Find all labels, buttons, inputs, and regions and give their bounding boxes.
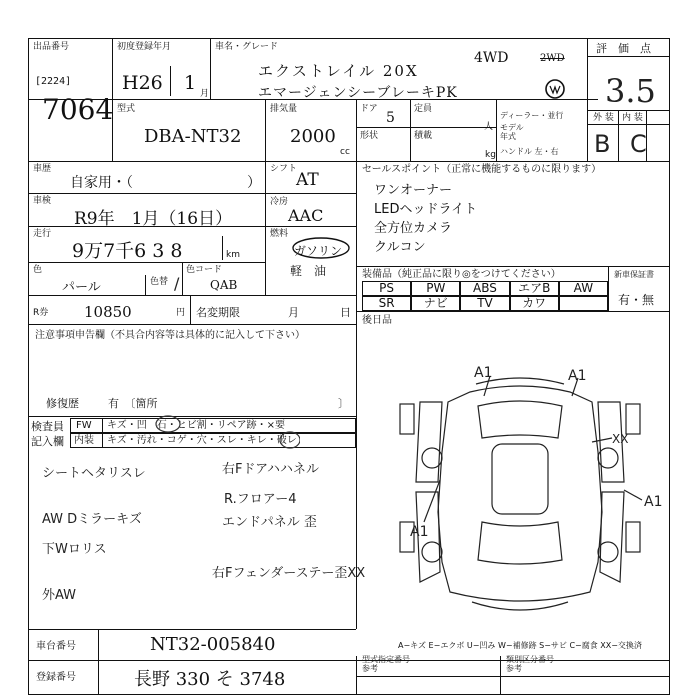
yen-unit: 円 xyxy=(176,308,186,318)
inspection-circle-marks xyxy=(100,410,300,452)
exterior-row-text: キズ・凹 石・ヒビ割・リペア跡・×要 xyxy=(107,420,285,431)
capacity-label: 定員 xyxy=(414,104,433,114)
shape-label: 形状 xyxy=(360,131,379,141)
divider xyxy=(587,56,670,57)
notes-title: 注意事項申告欄（不具合内容等は具体的に記入して下さい） xyxy=(35,330,305,341)
first-registration-label: 初度登録年月 xyxy=(117,42,172,52)
color-label: 色 xyxy=(33,265,43,275)
note-lower: 下Wロリス xyxy=(42,542,107,557)
car-name-line1: エクストレイル 20X xyxy=(258,62,419,80)
diagram-mark-exchanged: XX xyxy=(612,432,629,446)
displacement-label: 排気量 xyxy=(270,104,298,114)
r-ticket-amount: 10850 xyxy=(84,303,132,321)
equipment-item: ナビ xyxy=(411,296,460,311)
name-change-day: 日 xyxy=(340,306,351,319)
divider xyxy=(28,161,670,162)
equipment-item: ABS xyxy=(460,281,509,296)
equipment-item: PS xyxy=(362,281,411,296)
color-code-value: QAB xyxy=(210,278,238,292)
dealer-label: ディーラー・並行 xyxy=(500,111,564,120)
divider xyxy=(190,295,191,324)
diagram-mark-front-right: A1 xyxy=(568,368,587,384)
interior-row-text: キズ・汚れ・コゲ・穴・スレ・キレ・破レ xyxy=(107,435,297,446)
equipment-item: SR xyxy=(362,296,411,311)
divider xyxy=(265,99,266,161)
divider xyxy=(587,124,670,125)
displacement-value: 2000 xyxy=(290,126,336,147)
model-year-label: モデル 年式 xyxy=(500,123,524,141)
diagram-mark-right-side: A1 xyxy=(644,494,663,510)
divider xyxy=(28,193,356,194)
person-unit: 人 xyxy=(484,122,494,132)
fuel-gasoline: ガソリン xyxy=(294,244,343,258)
name-change-label: 名変期限 xyxy=(196,306,240,319)
color-code-label: 色コード xyxy=(186,265,223,275)
km-unit: km xyxy=(226,250,240,260)
drive-type-struck: 2WD xyxy=(540,53,565,64)
exterior-row-label: FW xyxy=(76,420,92,431)
history-close: ） xyxy=(247,175,261,191)
history-value: 自家用・（ xyxy=(70,175,133,191)
inspection-label: 車検 xyxy=(33,196,52,206)
model-code: DBA-NT32 xyxy=(144,126,242,147)
divider xyxy=(210,38,211,99)
registration-month: 1 xyxy=(184,72,197,94)
repair-close: 〕 xyxy=(338,397,349,410)
divider xyxy=(618,110,619,161)
registration-era: H26 xyxy=(122,72,163,94)
model-label: 型式 xyxy=(117,104,136,114)
divider xyxy=(170,66,171,96)
car-name-line2: エマージェンシーブレーキPK xyxy=(258,85,458,101)
divider xyxy=(356,266,670,267)
equipment-item xyxy=(559,296,608,311)
car-name-label: 車名・グレード xyxy=(215,42,279,52)
divider xyxy=(28,226,265,227)
sales-point-item: ワンオーナー xyxy=(374,183,453,198)
divider xyxy=(265,226,356,227)
exterior-label: 外 装 xyxy=(593,113,614,123)
damage-legend: A−キズ E−エクボ U−凹み W−補修跡 S−サビ C−腐食 XX−交換済 xyxy=(398,641,642,650)
sales-point-item: LEDヘッドライト xyxy=(374,202,478,217)
note-fender-stay: 右Fフェンダーステー歪XX xyxy=(212,566,366,581)
score-label: 評 価 点 xyxy=(596,42,651,55)
equipment-item: AW xyxy=(559,281,608,296)
fuel-circle-mark xyxy=(290,236,352,260)
fuel-diesel: 軽 油 xyxy=(290,264,327,278)
lot-number: 7064 xyxy=(42,93,114,126)
inspection-value: R9年 1月（16日） xyxy=(74,209,233,229)
divider xyxy=(28,324,356,325)
form-spec-label: 型式指定番号 参考 xyxy=(362,655,410,673)
shift-value: AT xyxy=(296,170,319,190)
doors-label: ドア xyxy=(360,104,378,114)
drive-type: 4WD xyxy=(474,50,509,66)
divider xyxy=(356,676,670,677)
note-seat: シートヘタリスレ xyxy=(42,466,146,481)
overall-score: 3.5 xyxy=(605,72,656,110)
note-end-panel: エンドパネル 歪 xyxy=(222,515,317,530)
exterior-grade: B xyxy=(594,130,611,158)
history-label: 車歴 xyxy=(33,164,52,174)
note-front-door: 右Fドアハハネル xyxy=(222,462,320,477)
divider xyxy=(28,660,670,661)
diagram-mark-front-left: A1 xyxy=(474,365,493,381)
diagram-mark-left-side: A1 xyxy=(410,524,429,540)
r-ticket-label: R券 xyxy=(33,308,49,318)
interior-grade: C xyxy=(630,130,647,158)
color-swap-label: 色替 xyxy=(150,277,169,287)
divider xyxy=(356,161,357,295)
divider xyxy=(145,275,146,295)
warranty-value: 有・無 xyxy=(618,293,655,307)
car-damage-diagram xyxy=(380,362,668,624)
equipment-item: PW xyxy=(411,281,460,296)
aircon-label: 冷房 xyxy=(270,197,289,207)
shift-label: シフト xyxy=(270,164,298,174)
month-unit: 月 xyxy=(200,89,210,99)
divider xyxy=(28,262,265,263)
kg-unit: kg xyxy=(485,150,496,160)
divider xyxy=(222,236,223,260)
interior-row-label: 内装 xyxy=(74,435,94,446)
fuel-label: 燃料 xyxy=(270,229,289,239)
sales-point-item: クルコン xyxy=(374,240,426,255)
chassis-number: NT32-005840 xyxy=(150,634,276,655)
chassis-label: 車台番号 xyxy=(36,641,76,652)
registration-label: 登録番号 xyxy=(36,672,76,683)
divider xyxy=(28,629,356,630)
lot-number-label: 出品番号 xyxy=(33,42,70,52)
equipment-label: 装備品（純正品に限り◎をつけてください） xyxy=(362,269,561,280)
divider xyxy=(356,311,670,312)
after-date-label: 後日品 xyxy=(362,315,392,326)
registration-number: 長野 330 そ 3748 xyxy=(134,669,286,690)
repair-value: 有 〔箇所 xyxy=(108,397,158,410)
loading-label: 積載 xyxy=(414,131,433,141)
inspector-label: 検査員 xyxy=(31,420,64,433)
divider xyxy=(182,262,183,295)
remarks-label: 記入欄 xyxy=(31,435,64,448)
color-swap-mark: / xyxy=(174,274,180,293)
warranty-label: 新車保証書 xyxy=(614,270,654,279)
equipment-grid xyxy=(362,281,608,311)
color-value: パール xyxy=(62,280,101,295)
divider xyxy=(356,127,496,128)
sales-points-label: セールスポイント（正常に機能するものに限ります） xyxy=(362,164,602,175)
sales-point-item: 全方位カメラ xyxy=(374,221,453,236)
mileage-value: 9万7千6 3 8 xyxy=(72,240,183,262)
lot-prefix: [2224] xyxy=(35,76,72,87)
divider xyxy=(587,110,670,111)
class-spec-label: 類別区分番号 参考 xyxy=(506,655,554,673)
divider xyxy=(496,99,497,161)
divider xyxy=(410,127,411,161)
name-change-month: 月 xyxy=(288,306,299,319)
repair-label: 修復歴 xyxy=(46,397,79,410)
divider xyxy=(356,99,357,161)
mileage-label: 走行 xyxy=(33,229,52,239)
equipment-item: エアB xyxy=(510,281,559,296)
divider xyxy=(28,295,356,296)
interior-label: 内 装 xyxy=(622,113,643,123)
divider xyxy=(265,161,266,295)
drive-circle-mark xyxy=(542,78,568,100)
doors-value: 5 xyxy=(386,110,395,126)
handle-label: ハンドル 左・右 xyxy=(500,147,559,156)
cc-unit: cc xyxy=(340,147,350,157)
divider xyxy=(410,99,411,127)
note-floor: R.フロアー4 xyxy=(224,492,297,507)
divider xyxy=(98,629,99,695)
aircon-value: AAC xyxy=(288,206,324,225)
equipment-item: TV xyxy=(460,296,509,311)
note-outer-aw: 外AW xyxy=(42,588,77,603)
divider xyxy=(608,266,609,311)
note-mirror: AW Dミラーキズ xyxy=(42,512,142,527)
equipment-item: カワ xyxy=(510,296,559,311)
